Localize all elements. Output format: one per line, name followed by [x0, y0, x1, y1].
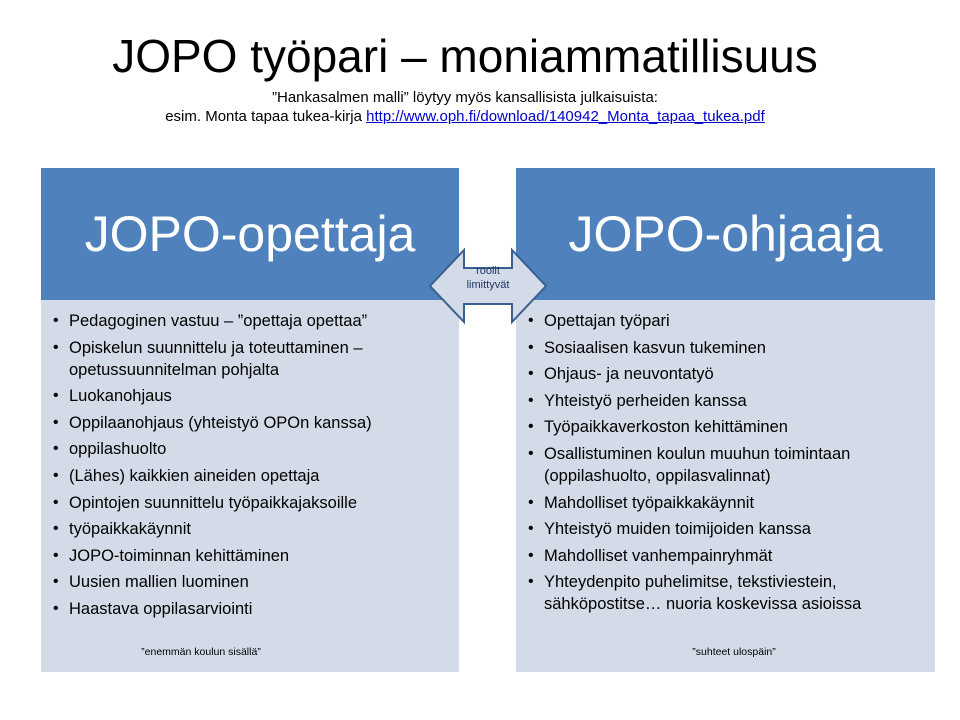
list-item: • Yhteydenpito puhelimitse, tekstiviestein, sähköpostitse… nuoria koskevissa asioissa: [528, 571, 915, 615]
list-item: • Osallistuminen koulun muuhun toimintaan (oppilashuolto, oppilasvalinnat): [528, 443, 915, 487]
slide-subtitle: [0, 88, 930, 126]
arrow-label-line2: limittyvät: [466, 279, 510, 291]
slide-title: JOPO työpari – moniammatillisuus: [112, 30, 818, 82]
list-item: • Sosiaalisen kasvun tukeminen: [528, 337, 915, 359]
arrow-label-line1: roolit: [476, 265, 500, 277]
overlap-arrow: [428, 246, 548, 326]
teacher-duties-list: [53, 310, 439, 625]
list-item: • Haastava oppilasarviointi: [53, 598, 439, 620]
list-item: • JOPO-toiminnan kehittäminen: [53, 545, 439, 567]
list-item: • Yhteistyö perheiden kanssa: [528, 390, 915, 412]
counselor-note: ”suhteet ulospäin”: [692, 646, 776, 658]
list-item: • oppilashuolto: [53, 438, 439, 460]
list-item: • Opintojen suunnittelu työpaikkajaksoille: [53, 492, 439, 514]
publication-link[interactable]: http://www.oph.fi/download/140942_Monta_tapaa_tukea.pdf: [366, 108, 765, 125]
counselor-duties-list: [528, 310, 915, 620]
list-item: • Yhteistyö muiden toimijoiden kanssa: [528, 518, 915, 540]
teacher-header: JOPO-opettaja: [41, 168, 459, 300]
list-item: • Opettajan työpari: [528, 310, 915, 332]
counselor-panel: [516, 300, 935, 672]
list-item: • Uusien mallien luominen: [53, 571, 439, 593]
list-item: • Luokanohjaus: [53, 385, 439, 407]
subtitle-line1: ”Hankasalmen malli” löytyy myös kansallisista julkaisuista:: [272, 89, 658, 106]
list-item: • Ohjaus- ja neuvontatyö: [528, 363, 915, 385]
list-item: • (Lähes) kaikkien aineiden opettaja: [53, 465, 439, 487]
teacher-note: ”enemmän koulun sisällä”: [141, 646, 261, 658]
list-item: • Pedagoginen vastuu – ”opettaja opettaa”: [53, 310, 439, 332]
list-item: • työpaikkakäynnit: [53, 518, 439, 540]
subtitle-prefix: esim. Monta tapaa tukea-kirja: [165, 108, 362, 125]
subtitle-line2: [0, 107, 930, 126]
list-item: • Mahdolliset vanhempainryhmät: [528, 545, 915, 567]
list-item: • Työpaikkaverkoston kehittäminen: [528, 416, 915, 438]
list-item: • Opiskelun suunnittelu ja toteuttaminen – opetussuunnitelman pohjalta: [53, 337, 439, 381]
counselor-header: JOPO-ohjaaja: [516, 168, 935, 300]
teacher-panel: [41, 300, 459, 672]
list-item: • Mahdolliset työpaikkakäynnit: [528, 492, 915, 514]
list-item: • Oppilaanohjaus (yhteistyö OPOn kanssa): [53, 412, 439, 434]
arrow-label: [428, 264, 548, 292]
